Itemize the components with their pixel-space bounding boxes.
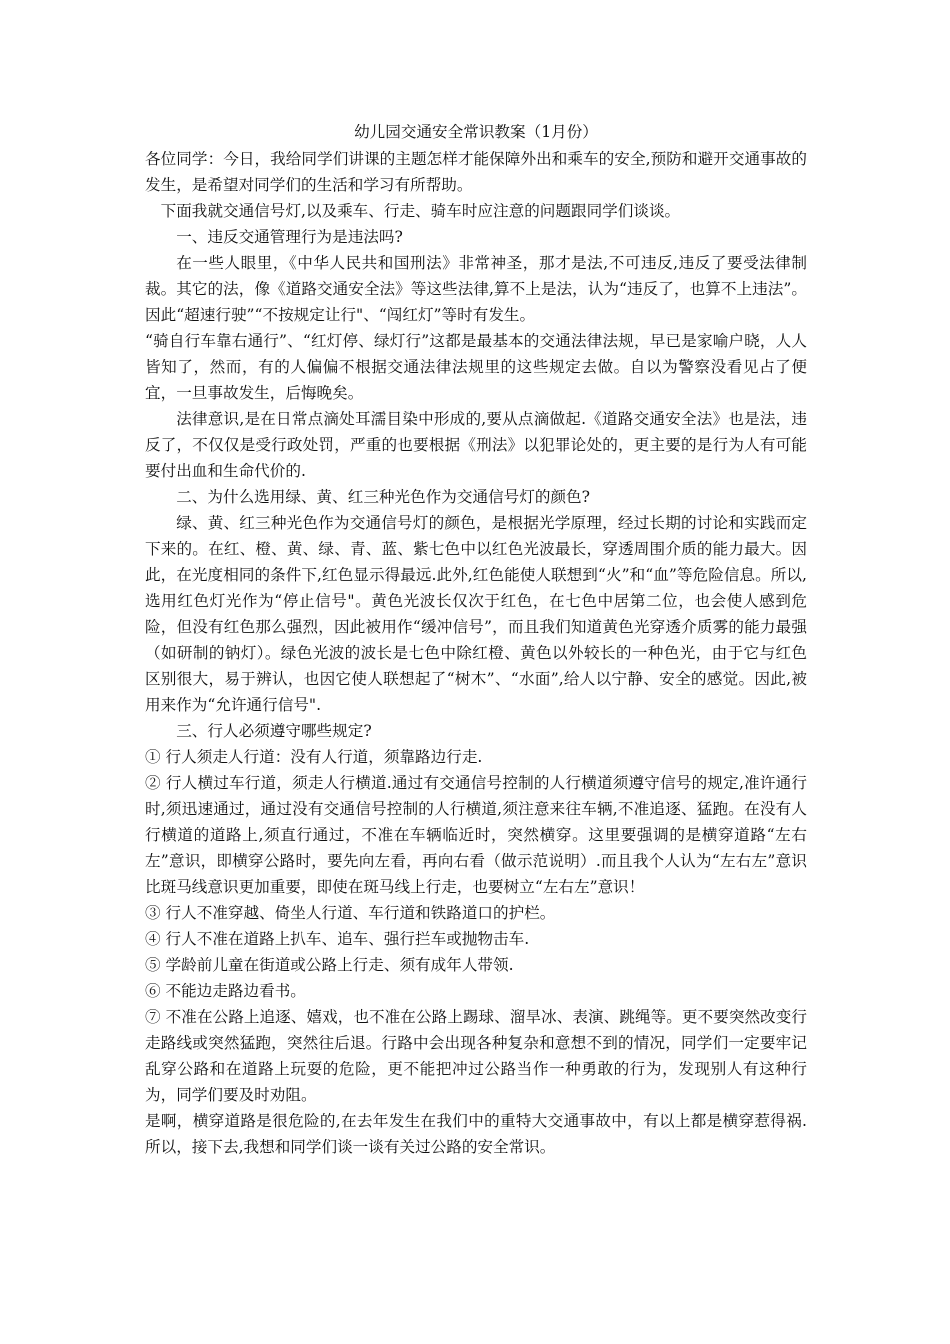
- list-item: ② 行人横过车行道，须走人行横道.通过有交通信号控制的人行横道须遵守信号的规定,准许通行时,须迅速通过，通过没有交通信号控制的人行横道,须注意来往车辆,不准追逐、猛跑。在没有人行横道的道路上,须直行通过，不准在车辆临近时，突然横穿。这里要强调的是横穿道路“左右左”意识，即横穿公路时，要先向左看，再向右看（做示范说明）.而且我个人认为“左右左”意识比斑马线意识更加重要，即使在斑马线上行走，也要树立“左右左”意识！: [145, 774, 807, 896]
- section-heading-3: 三、行人必须遵守哪些规定?: [176, 722, 372, 740]
- section-heading-1: 一、违反交通管理行为是违法吗?: [176, 228, 403, 246]
- list-item: ① 行人须走人行道：没有人行道，须靠路边行走.: [145, 748, 483, 766]
- paragraph-greeting: 各位同学：今日，我给同学们讲课的主题怎样才能保障外出和乘车的安全,预防和避开交通事故的发生，是希望对同学们的生活和学习有所帮助。: [145, 150, 807, 194]
- paragraph: 绿、黄、红三种光色作为交通信号灯的颜色，是根据光学原理，经过长期的讨论和实践而定下来的。在红、橙、黄、绿、青、蓝、紫七色中以红色光波最长，穿透周围介质的能力最大。因此，在光度相同的条件下,红色显示得最远.此外,红色能使人联想到“火”和“血”等危险信息。所以,选用红色灯光作为“停止信号"。黄色光波长仅次于红色，在七色中居第二位，也会使人感到危险，但没有红色那么强烈，因此被用作“缓冲信号”，而且我们知道黄色光穿透介质雾的能力最强（如研制的钠灯）。绿色光波的波长是七色中除红橙、黄色以外较长的一种色光，由于它与红色区别很大，易于辨认，也因它使人联想起了“树木”、“水面”,给人以宁静、安全的感觉。因此,被用来作为“允许通行信号".: [145, 514, 807, 714]
- document-page: [145, 118, 807, 1160]
- paragraph-intro: 下面我就交通信号灯,以及乘车、行走、骑车时应注意的问题跟同学们谈谈。: [160, 202, 681, 220]
- paragraph: “骑自行车靠右通行”、“红灯停、绿灯行”这都是最基本的交通法律法规，早已是家喻户晓，人人皆知了，然而，有的人偏偏不根据交通法律法规里的这些规定去做。自以为警察没看见占了便宜，一旦事故发生，后悔晚矣。: [145, 332, 807, 402]
- list-item: ⑥ 不能边走路边看书。: [145, 982, 306, 1000]
- list-item: ④ 行人不准在道路上扒车、追车、强行拦车或抛物击车.: [145, 930, 530, 948]
- paragraph: 法律意识,是在日常点滴处耳濡目染中形成的,要从点滴做起.《道路交通安全法》也是法，违反了，不仅仅是受行政处罚，严重的也要根据《刑法》以犯罪论处的，更主要的是行为人有可能要付出血和生命代价的.: [145, 410, 807, 480]
- list-item: ⑦ 不准在公路上追逐、嬉戏，也不准在公路上踢球、溜旱冰、表演、跳绳等。更不要突然改变行走路线或突然猛跑，突然往后退。行路中会出现各种复杂和意想不到的情况，同学们一定要牢记乱穿公路和在道路上玩耍的危险，更不能把冲过公路当作一种勇敢的行为，发现别人有这种行为，同学们要及时劝阻。: [145, 1008, 807, 1104]
- paragraph: 在一些人眼里，《中华人民共和国刑法》非常神圣，那才是法,不可违反,违反了要受法律制裁。其它的法，像《道路交通安全法》等这些法律,算不上是法，认为“违反了，也算不上违法”。因此“超速行驶”“不按规定让行"、“闯红灯”等时有发生。: [145, 254, 807, 324]
- paragraph-conclusion: 是啊，横穿道路是很危险的,在去年发生在我们中的重特大交通事故中，有以上都是横穿惹得祸.所以，接下去,我想和同学们谈一谈有关过公路的安全常识。: [145, 1112, 807, 1156]
- list-item: ⑤ 学龄前儿童在街道或公路上行走、须有成年人带领.: [145, 956, 514, 974]
- list-item: ③ 行人不准穿越、倚坐人行道、车行道和铁路道口的护栏。: [145, 904, 556, 922]
- document-title: 幼儿园交通安全常识教案（1月份）: [354, 123, 598, 141]
- section-heading-2: 二、为什么选用绿、黄、红三种光色作为交通信号灯的颜色?: [176, 488, 590, 506]
